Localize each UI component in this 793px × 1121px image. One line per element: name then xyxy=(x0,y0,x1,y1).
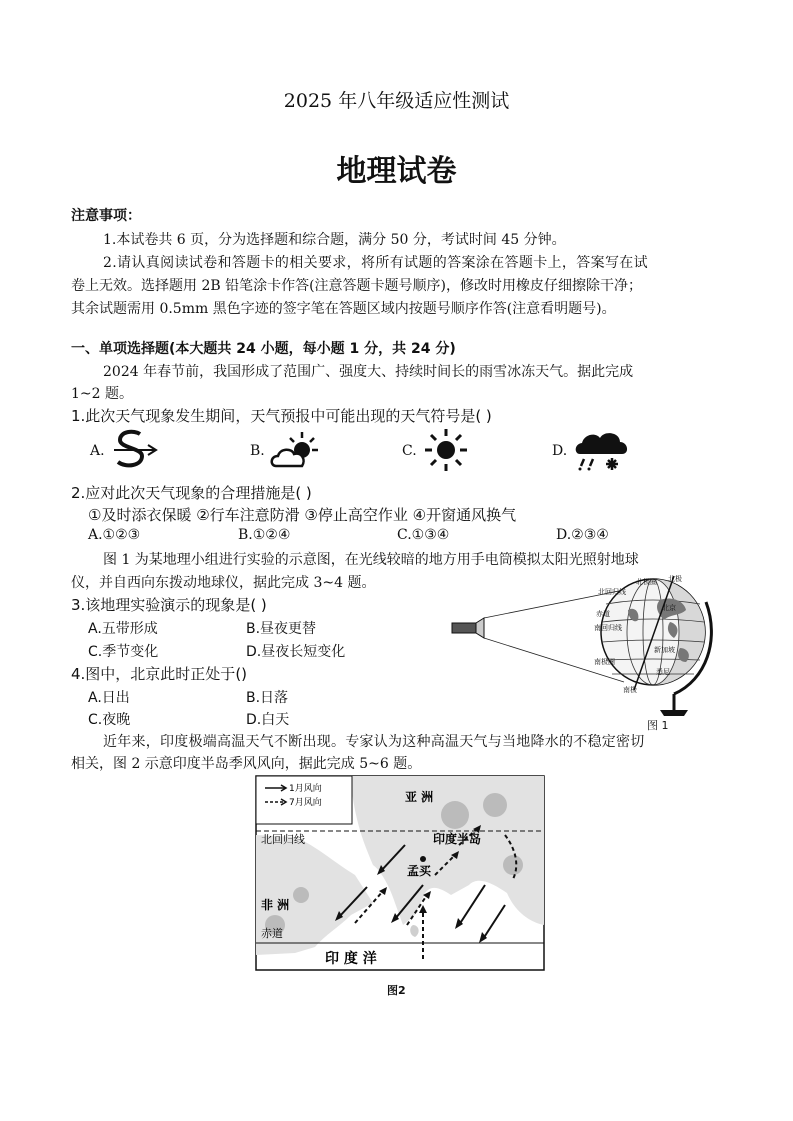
q2-option-b: B.①②④ xyxy=(238,527,291,543)
q1-option-d-label: D. xyxy=(552,443,568,459)
label-asia: 亚 洲 xyxy=(405,790,434,804)
sleet-symbol-icon xyxy=(574,428,634,472)
figure-2-monsoon-map xyxy=(255,775,545,971)
label-singapore: 新加坡 xyxy=(654,646,675,654)
notice-line-2a: 2.请认真阅读试卷和答题卡的相关要求，将所有试题的答案涂在答题卡上，答案写在试 xyxy=(103,255,649,271)
label-sydney: 悉尼 xyxy=(656,668,670,676)
label-africa: 非 洲 xyxy=(261,898,290,912)
intro-line-a: 2024 年春节前，我国形成了范围广、强度大、持续时间长的雨雪冰冻天气。据此完成 xyxy=(103,364,634,380)
q3-option-a: A.五带形成 xyxy=(88,621,158,637)
q3-option-c: C.季节变化 xyxy=(88,644,159,660)
figure-1-caption: 图 1 xyxy=(647,719,669,732)
label-north-pole: 北极 xyxy=(668,575,682,583)
q1-option-c-label: C. xyxy=(402,443,417,459)
q3-option-d: D.昼夜长短变化 xyxy=(246,644,346,660)
label-south-pole: 南极 xyxy=(623,686,637,694)
notice-heading: 注意事项： xyxy=(71,208,141,224)
exam-subtitle: 2025 年八年级适应性测试 xyxy=(283,90,510,112)
figure-2-caption: 图2 xyxy=(387,984,406,997)
q2-option-c: C.①③④ xyxy=(397,527,450,543)
figure-1-globe-experiment xyxy=(448,570,728,735)
exam-title: 地理试卷 xyxy=(336,154,457,189)
q4-option-b: B.日落 xyxy=(246,690,289,706)
q1-stem: 1.此次天气现象发生期间，天气预报中可能出现的天气符号是( ) xyxy=(71,407,492,425)
label-tropic-cancer: 北回归线 xyxy=(598,588,626,596)
q4-stem: 4.图中，北京此时正处于() xyxy=(71,665,248,683)
q2-items: ①及时添衣保暖 ②行车注意防滑 ③停止高空作业 ④开窗通风换气 xyxy=(88,506,517,524)
q2-option-a: A.①②③ xyxy=(88,527,141,543)
label-beijing: 北京 xyxy=(662,604,676,612)
label-equator: 赤道 xyxy=(596,610,610,618)
label-tropic-capricorn: 南回归线 xyxy=(594,624,622,632)
intro-line-b: 1~2 题。 xyxy=(71,386,133,402)
passage3-line-b: 相关，图 2 示意印度半岛季风风向，据此完成 5~6 题。 xyxy=(71,756,422,772)
section-heading: 一、单项选择题(本大题共 24 小题，每小题 1 分，共 24 分) xyxy=(71,341,456,357)
q3-option-b: B.昼夜更替 xyxy=(246,621,317,637)
q1-option-b-label: B. xyxy=(250,443,265,459)
passage3-line-a: 近年来，印度极端高温天气不断出现。专家认为这种高温天气与当地降水的不稳定密切 xyxy=(103,734,645,750)
q4-option-a: A.日出 xyxy=(88,690,130,706)
flashlight-icon xyxy=(452,623,476,633)
notice-line-1: 1.本试卷共 6 页，分为选择题和综合题，满分 50 分，考试时间 45 分钟。 xyxy=(103,232,566,248)
partly-cloudy-symbol-icon xyxy=(268,428,324,472)
legend-jan: 1月风向 xyxy=(289,784,322,794)
passage2-line-b: 仪，并自西向东拨动地球仪，据此完成 3~4 题。 xyxy=(71,575,376,591)
sunny-symbol-icon xyxy=(423,427,469,473)
notice-line-2b: 卷上无效。选择题用 2B 铅笔涂卡作答(注意答题卡题号顺序)，修改时用橡皮仔细擦除干净； xyxy=(71,278,643,294)
q4-option-d: D.白天 xyxy=(246,712,290,728)
sandstorm-symbol-icon xyxy=(112,428,162,472)
label-mumbai: 孟买 xyxy=(407,864,432,878)
label-equator-fig2: 赤道 xyxy=(261,927,283,940)
passage2-line-a: 图 1 为某地理小组进行实验的示意图，在光线较暗的地方用手电筒模拟太阳光照射地球 xyxy=(103,552,639,568)
legend-jul: 7月风向 xyxy=(289,798,322,808)
q4-option-c: C.夜晚 xyxy=(88,712,131,728)
label-antarctic-circle: 南极圈 xyxy=(594,658,615,666)
q2-stem: 2.应对此次天气现象的合理措施是( ) xyxy=(71,484,312,502)
label-ocean: 印 度 洋 xyxy=(325,951,377,967)
label-peninsula: 印度半岛 xyxy=(433,832,482,846)
label-tropic: 北回归线 xyxy=(261,833,305,846)
q3-stem: 3.该地理实验演示的现象是( ) xyxy=(71,596,267,614)
notice-line-2c: 其余试题需用 0.5mm 黑色字迹的签字笔在答题区域内按题号顺序作答(注意看明题号)。 xyxy=(71,301,616,317)
q2-option-d: D.②③④ xyxy=(556,527,609,543)
label-arctic-circle: 北极圈 xyxy=(636,578,657,586)
q1-option-a-label: A. xyxy=(90,443,105,459)
